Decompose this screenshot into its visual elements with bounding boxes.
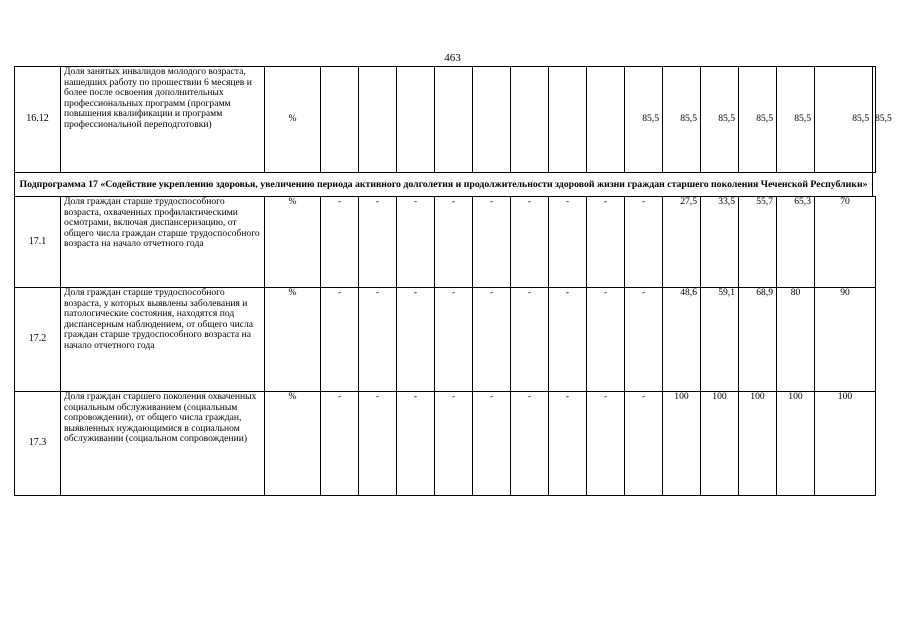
value-cell: 100 [815,392,876,496]
value-cell: - [549,197,587,288]
value-cell: 85,5 [701,67,739,173]
value-cell: 65,3 [777,197,815,288]
value-cell: 70 [815,197,876,288]
value-cell: - [435,197,473,288]
value-cell: 90 [815,288,876,392]
value-cell: 48,6 [663,288,701,392]
value-cell [549,67,587,173]
value-cell: - [587,288,625,392]
value-cell: 59,1 [701,288,739,392]
unit-cell: % [265,67,321,173]
unit-cell: % [265,288,321,392]
value-cell: 100 [777,392,815,496]
value-cell [359,67,397,173]
table-row-16-12 [15,67,876,173]
value-cell: 85,5 [625,67,663,173]
indicator-name: Доля граждан старше трудоспособного возраста, у которых выявлены заболевания и патологические состояния, находятся под диспансерным наблюдением, от общего числа граждан старше трудоспособного возраста на начало отчетного года [61,288,265,392]
row-number: 17.3 [15,392,61,496]
value-cell: 100 [701,392,739,496]
row-number: 17.2 [15,288,61,392]
value-cell: - [359,288,397,392]
value-cell: - [473,288,511,392]
value-cell: - [359,197,397,288]
value-cell: 85,5 [739,67,777,173]
value-cell: 100 [663,392,701,496]
value-cell: - [625,197,663,288]
value-cell: 68,9 [739,288,777,392]
value-cell: - [587,392,625,496]
subprogram-row [15,173,876,197]
row-number: 16.12 [15,67,61,173]
unit-cell: % [265,197,321,288]
indicator-name: Доля граждан старшего поколения охваченных социальным обслуживанием (социальным сопровождении), от общего числа граждан, выявленных нуждающимися в социальном обслуживании (социальном сопровождении) [61,392,265,496]
row-number: 17.1 [15,197,61,288]
table-row-17-3 [15,392,876,496]
value-cell: - [359,392,397,496]
value-cell: - [435,288,473,392]
value-cell: 85,5 [663,67,701,173]
value-cell: - [397,288,435,392]
indicators-table [14,66,892,496]
page-number: 463 [444,52,461,64]
value-cell [397,67,435,173]
value-cell: 80 [777,288,815,392]
value-cell [435,67,473,173]
value-cell: - [549,392,587,496]
table-row-17-1 [15,197,876,288]
value-cell: 85,5 [873,67,876,173]
value-cell: - [511,392,549,496]
value-cell: - [511,197,549,288]
value-cell: - [321,197,359,288]
table-row-17-2 [15,288,876,392]
value-cell: 85,5 [777,67,815,173]
value-cell [587,67,625,173]
value-cell: - [397,392,435,496]
value-cell: 27,5 [663,197,701,288]
value-cell: - [321,392,359,496]
value-cell: 85,5 [815,67,873,173]
value-cell: 33,5 [701,197,739,288]
unit-cell: % [265,392,321,496]
value-cell: 55,7 [739,197,777,288]
indicator-name: Доля занятых инвалидов молодого возраста, нашедших работу по прошествии 6 месяцев и более после освоения дополнительных профессиональных программ (программ повышения квалификации и программ профессиональной переподготовки) [61,67,265,173]
value-cell: - [549,288,587,392]
value-cell: - [511,288,549,392]
value-cell: - [625,392,663,496]
value-cell: - [473,197,511,288]
value-cell: - [321,288,359,392]
indicator-name: Доля граждан старше трудоспособного возраста, охваченных профилактическими осмотрами, включая диспансеризацию, от общего числа граждан старше трудоспособного возраста на начало отчетного года [61,197,265,288]
value-cell [511,67,549,173]
value-cell: 100 [739,392,777,496]
value-cell: - [473,392,511,496]
value-cell: - [587,197,625,288]
value-cell [321,67,359,173]
value-cell: - [397,197,435,288]
subprogram-title: Подпрограмма 17 «Содействие укреплению здоровья, увеличению периода активного долголетия и продолжительности здоровой жизни граждан старшего поколения Чеченской Республики» [15,173,873,197]
value-cell [473,67,511,173]
value-cell: - [625,288,663,392]
value-cell: - [435,392,473,496]
